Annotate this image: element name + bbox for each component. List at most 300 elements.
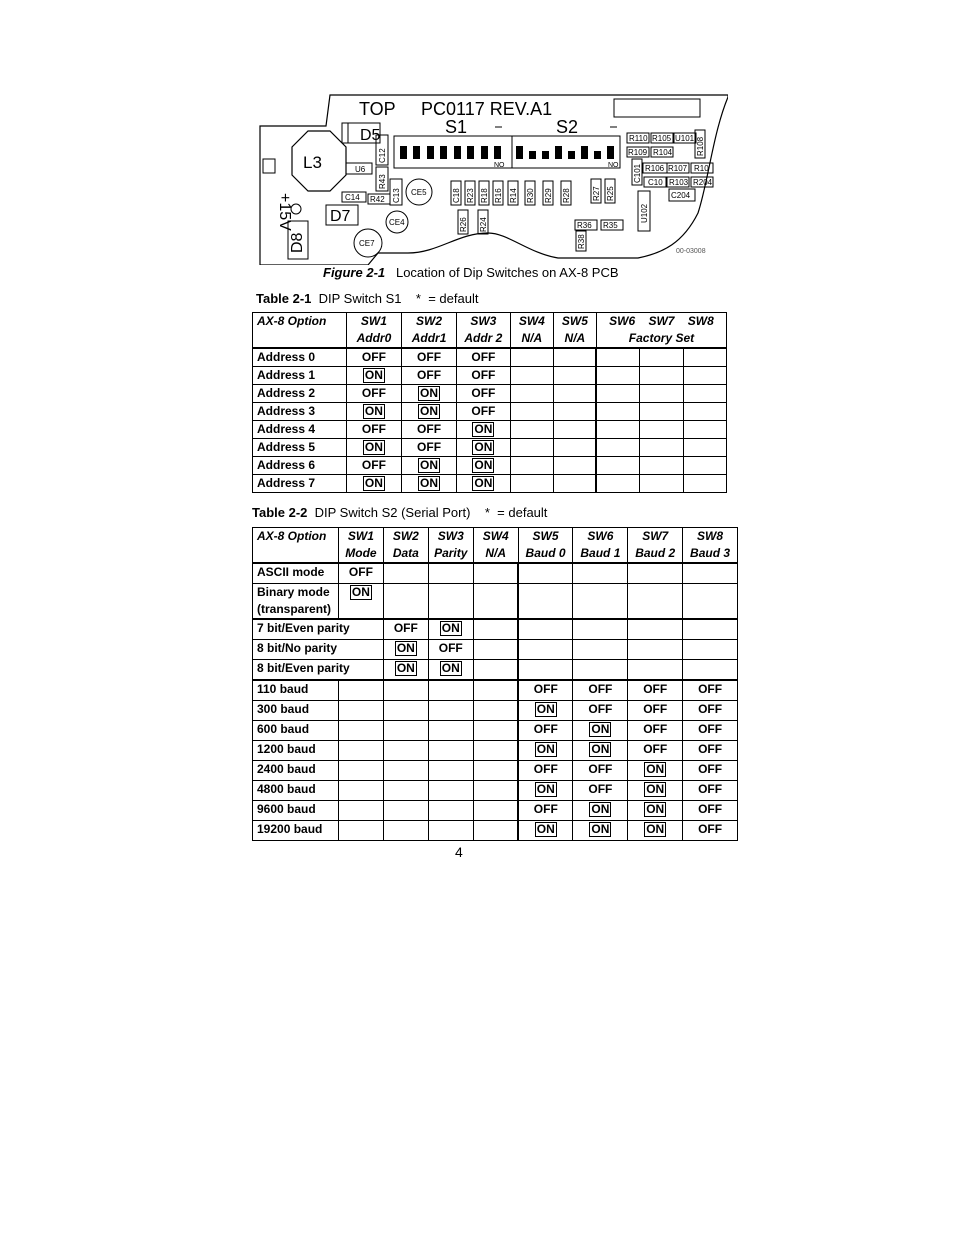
empty-cell bbox=[683, 421, 726, 439]
sw6-cell: OFF bbox=[573, 701, 628, 721]
sw2-cell bbox=[402, 457, 457, 475]
r42-label: R42 bbox=[370, 195, 385, 204]
board-label: PC0117 REV.A1 bbox=[421, 99, 553, 119]
sw6-cell: OFF bbox=[573, 680, 628, 701]
sw7-cell bbox=[628, 584, 683, 620]
sw2-cell bbox=[383, 680, 428, 701]
sw2-cell bbox=[383, 741, 428, 761]
r109-label: R109 bbox=[628, 148, 648, 157]
on-box: ON bbox=[474, 422, 493, 436]
pcb-figure bbox=[258, 93, 728, 265]
sw2-cell bbox=[402, 385, 457, 403]
empty-cell bbox=[640, 367, 683, 385]
empty-cell bbox=[683, 475, 726, 493]
on-box: ON bbox=[420, 476, 439, 490]
sw1-cell bbox=[346, 439, 402, 457]
table2-header-4: SW4 N/A bbox=[473, 528, 518, 564]
table-row bbox=[253, 385, 727, 403]
table-row bbox=[253, 761, 738, 781]
on-box: ON bbox=[536, 742, 555, 756]
sw4-cell bbox=[473, 801, 518, 821]
sw1-cell bbox=[346, 475, 402, 493]
sw3-cell bbox=[428, 781, 473, 801]
sw2-cell: OFF bbox=[402, 421, 457, 439]
sw3-cell bbox=[428, 660, 473, 681]
sw8-cell: OFF bbox=[683, 761, 738, 781]
sw3-cell bbox=[428, 821, 473, 841]
empty-cell bbox=[596, 367, 639, 385]
sw4-cell bbox=[473, 821, 518, 841]
sw6-cell: OFF bbox=[573, 781, 628, 801]
table1-header-sw4: SW4 N/A bbox=[510, 313, 553, 349]
sw2-cell: OFF bbox=[402, 367, 457, 385]
sw3-cell: OFF bbox=[456, 348, 510, 367]
on-box: ON bbox=[364, 440, 383, 454]
empty-cell bbox=[510, 348, 553, 367]
table2-caption-label: Table 2-2 bbox=[252, 505, 308, 520]
sw3-cell bbox=[456, 439, 510, 457]
sw8-cell: OFF bbox=[683, 781, 738, 801]
sw4-cell bbox=[473, 619, 518, 640]
row-label: 4800 baud bbox=[253, 781, 339, 801]
r105-label: R105 bbox=[652, 134, 672, 143]
table-row bbox=[253, 680, 738, 701]
on-box: ON bbox=[441, 661, 460, 675]
on-box: ON bbox=[420, 404, 439, 418]
table1-body bbox=[253, 348, 727, 493]
r10x-label: R10 bbox=[694, 164, 709, 173]
sw8-cell bbox=[683, 584, 738, 620]
page-number: 4 bbox=[455, 844, 463, 860]
r103-label: R103 bbox=[669, 178, 689, 187]
sw3-cell: OFF bbox=[428, 640, 473, 660]
sw5-cell bbox=[518, 619, 573, 640]
r110-label: R110 bbox=[629, 134, 648, 143]
row-label: 8 bit/Even parity bbox=[253, 660, 384, 681]
sw6-cell: OFF bbox=[573, 761, 628, 781]
sw4-cell bbox=[473, 584, 518, 620]
on-box: ON bbox=[396, 661, 415, 675]
row-label: 2400 baud bbox=[253, 761, 339, 781]
sw7-cell bbox=[628, 640, 683, 660]
sw5-cell: OFF bbox=[518, 761, 573, 781]
table2-header-5: SW5 Baud 0 bbox=[518, 528, 573, 564]
sw3-cell: OFF bbox=[456, 385, 510, 403]
table2-header-8: SW8 Baud 3 bbox=[683, 528, 738, 564]
dip-switch-s1-table bbox=[252, 312, 727, 493]
sw4-cell bbox=[473, 701, 518, 721]
figure-caption-text: Location of Dip Switches on AX-8 PCB bbox=[395, 265, 619, 280]
sw3-cell bbox=[456, 421, 510, 439]
sw3-cell bbox=[428, 680, 473, 701]
r27-label: R27 bbox=[592, 186, 601, 201]
sw2-cell: OFF bbox=[402, 348, 457, 367]
on-box: ON bbox=[591, 722, 610, 736]
d8-label: D8 bbox=[289, 232, 306, 253]
empty-cell bbox=[553, 367, 596, 385]
row-label: Address 7 bbox=[253, 475, 347, 493]
sw3-cell bbox=[428, 801, 473, 821]
sw8-cell bbox=[683, 640, 738, 660]
sw2-cell bbox=[383, 821, 428, 841]
on-box: ON bbox=[646, 762, 665, 776]
on-box: ON bbox=[474, 458, 493, 472]
on-box: ON bbox=[536, 702, 555, 716]
on-box: ON bbox=[536, 822, 555, 836]
sw3-cell bbox=[428, 619, 473, 640]
sw5-cell bbox=[518, 640, 573, 660]
s1-no-label: NO bbox=[494, 162, 505, 169]
table-row bbox=[253, 439, 727, 457]
empty-cell bbox=[510, 367, 553, 385]
sw2-cell: OFF bbox=[402, 439, 457, 457]
r24-label: R24 bbox=[479, 217, 488, 232]
sw1-cell bbox=[338, 721, 383, 741]
sw2-cell bbox=[383, 701, 428, 721]
empty-cell bbox=[510, 385, 553, 403]
table2-caption-text: DIP Switch S2 (Serial Port) * = default bbox=[314, 505, 548, 520]
sw4-cell bbox=[473, 563, 518, 584]
c204-label: C204 bbox=[671, 191, 691, 200]
on-box: ON bbox=[474, 476, 493, 490]
r14-label: R14 bbox=[509, 188, 518, 203]
table-row bbox=[253, 721, 738, 741]
sw5-cell: OFF bbox=[518, 801, 573, 821]
table2-header-7: SW7 Baud 2 bbox=[628, 528, 683, 564]
sw5-cell bbox=[518, 701, 573, 721]
on-box: ON bbox=[591, 742, 610, 756]
r108-label: R108 bbox=[696, 136, 705, 156]
sw5-cell bbox=[518, 660, 573, 681]
row-label: Address 0 bbox=[253, 348, 347, 367]
empty-cell bbox=[683, 385, 726, 403]
sw3-cell bbox=[428, 761, 473, 781]
sw1-cell bbox=[338, 584, 383, 620]
sw6-cell bbox=[573, 619, 628, 640]
on-box: ON bbox=[396, 641, 415, 655]
row-label: 1200 baud bbox=[253, 741, 339, 761]
empty-cell bbox=[553, 421, 596, 439]
on-box: ON bbox=[591, 802, 610, 816]
on-box: ON bbox=[364, 404, 383, 418]
sw6-cell bbox=[573, 563, 628, 584]
u6-label: U6 bbox=[355, 165, 366, 174]
empty-cell bbox=[510, 421, 553, 439]
sw7-cell bbox=[628, 761, 683, 781]
table2-header-2: SW2 Data bbox=[383, 528, 428, 564]
empty-cell bbox=[596, 475, 639, 493]
sw3-cell bbox=[456, 457, 510, 475]
empty-cell bbox=[640, 439, 683, 457]
empty-cell bbox=[553, 457, 596, 475]
table-row bbox=[253, 563, 738, 584]
table1-caption-label: Table 2-1 bbox=[256, 291, 312, 306]
table-row bbox=[253, 348, 727, 367]
sw2-cell bbox=[402, 475, 457, 493]
sw1-cell bbox=[338, 680, 383, 701]
sw7-cell bbox=[628, 821, 683, 841]
table1-caption bbox=[256, 291, 478, 306]
table2-body bbox=[253, 563, 738, 841]
sw5-cell bbox=[518, 563, 573, 584]
on-box: ON bbox=[364, 368, 383, 382]
r104-label: R104 bbox=[653, 148, 673, 157]
sw2-cell bbox=[383, 781, 428, 801]
empty-cell bbox=[683, 457, 726, 475]
v15-label: +15V bbox=[276, 193, 293, 231]
empty-cell bbox=[596, 348, 639, 367]
r107-label: R107 bbox=[668, 164, 688, 173]
row-label: 7 bit/Even parity bbox=[253, 619, 384, 640]
table-row bbox=[253, 421, 727, 439]
c101-label: C101 bbox=[633, 163, 642, 183]
empty-cell bbox=[596, 403, 639, 421]
on-box: ON bbox=[591, 822, 610, 836]
sw4-cell bbox=[473, 721, 518, 741]
sw7-cell: OFF bbox=[628, 721, 683, 741]
r106-label: R106 bbox=[645, 164, 665, 173]
table1-header-sw678: SW6 SW7 SW8 Factory Set bbox=[596, 313, 726, 349]
empty-cell bbox=[640, 421, 683, 439]
table2-caption bbox=[252, 505, 547, 520]
row-label: Binary mode (transparent) bbox=[253, 584, 339, 620]
empty-cell bbox=[640, 475, 683, 493]
table-row bbox=[253, 701, 738, 721]
row-label: ASCII mode bbox=[253, 563, 339, 584]
empty-cell bbox=[596, 421, 639, 439]
sw1-cell: OFF bbox=[346, 421, 402, 439]
r18-label: R18 bbox=[480, 188, 489, 203]
empty-cell bbox=[510, 457, 553, 475]
table2-header-6: SW6 Baud 1 bbox=[573, 528, 628, 564]
sw6-cell bbox=[573, 721, 628, 741]
ce5-label: CE5 bbox=[411, 188, 427, 197]
row-label: Address 5 bbox=[253, 439, 347, 457]
table-row bbox=[253, 660, 738, 681]
table1-header-sw1: SW1 Addr0 bbox=[346, 313, 402, 349]
empty-cell bbox=[596, 457, 639, 475]
sw3-cell: OFF bbox=[456, 367, 510, 385]
table1-caption-text: DIP Switch S1 * = default bbox=[318, 291, 479, 306]
sw2-cell bbox=[402, 403, 457, 421]
sw8-cell: OFF bbox=[683, 741, 738, 761]
sw4-cell bbox=[473, 660, 518, 681]
sw6-cell bbox=[573, 821, 628, 841]
sw7-cell: OFF bbox=[628, 741, 683, 761]
empty-cell bbox=[640, 457, 683, 475]
table-row bbox=[253, 821, 738, 841]
row-label: Address 6 bbox=[253, 457, 347, 475]
table2-header-0: AX-8 Option bbox=[253, 528, 339, 564]
r204-label: R204 bbox=[693, 178, 713, 187]
on-box: ON bbox=[646, 802, 665, 816]
table1-header-option: AX-8 Option bbox=[253, 313, 347, 349]
row-label: 110 baud bbox=[253, 680, 339, 701]
table2-header-1: SW1 Mode bbox=[338, 528, 383, 564]
empty-cell bbox=[640, 403, 683, 421]
on-box: ON bbox=[351, 585, 370, 599]
sw1-cell bbox=[338, 801, 383, 821]
s2-no-label: NO bbox=[608, 162, 619, 169]
sw8-cell bbox=[683, 619, 738, 640]
empty-cell bbox=[553, 348, 596, 367]
sw5-cell bbox=[518, 584, 573, 620]
drawing-id: 00-03008 bbox=[676, 248, 706, 255]
sw2-cell bbox=[383, 660, 428, 681]
empty-cell bbox=[510, 475, 553, 493]
empty-cell bbox=[640, 385, 683, 403]
sw3-cell bbox=[428, 721, 473, 741]
sw1-cell: OFF bbox=[346, 385, 402, 403]
on-box: ON bbox=[646, 782, 665, 796]
sw6-cell bbox=[573, 660, 628, 681]
row-label: 19200 baud bbox=[253, 821, 339, 841]
dip-switch-s2-table bbox=[252, 527, 738, 841]
u101-label: U101 bbox=[675, 134, 695, 143]
r16-label: R16 bbox=[494, 188, 503, 203]
sw1-cell: OFF bbox=[346, 457, 402, 475]
top-label: TOP bbox=[359, 99, 396, 119]
sw7-cell bbox=[628, 563, 683, 584]
empty-cell bbox=[683, 348, 726, 367]
on-box: ON bbox=[536, 782, 555, 796]
sw6-cell bbox=[573, 640, 628, 660]
empty-cell bbox=[553, 475, 596, 493]
sw1-cell: OFF bbox=[338, 563, 383, 584]
r28-label: R28 bbox=[562, 188, 571, 203]
sw6-cell bbox=[573, 584, 628, 620]
r38-label: R38 bbox=[577, 234, 586, 249]
sw1-cell bbox=[338, 741, 383, 761]
d7-label: D7 bbox=[330, 208, 351, 225]
sw3-cell bbox=[428, 584, 473, 620]
sw8-cell: OFF bbox=[683, 680, 738, 701]
sw4-cell bbox=[473, 761, 518, 781]
sw5-cell: OFF bbox=[518, 721, 573, 741]
sw1-cell bbox=[338, 821, 383, 841]
s1-label: S1 bbox=[445, 117, 468, 137]
table1-header-sw5: SW5 N/A bbox=[553, 313, 596, 349]
sw4-cell bbox=[473, 781, 518, 801]
empty-cell bbox=[683, 439, 726, 457]
u102-label: U102 bbox=[640, 203, 649, 223]
table-row bbox=[253, 367, 727, 385]
sw2-cell bbox=[383, 563, 428, 584]
table-row bbox=[253, 741, 738, 761]
table-row bbox=[253, 619, 738, 640]
on-box: ON bbox=[420, 458, 439, 472]
row-label: 9600 baud bbox=[253, 801, 339, 821]
on-box: ON bbox=[441, 621, 460, 635]
sw8-cell: OFF bbox=[683, 721, 738, 741]
sw1-cell bbox=[346, 367, 402, 385]
sw1-cell bbox=[346, 403, 402, 421]
d5-label: D5 bbox=[360, 127, 381, 144]
sw3-cell bbox=[428, 741, 473, 761]
empty-cell bbox=[510, 403, 553, 421]
sw8-cell: OFF bbox=[683, 701, 738, 721]
empty-cell bbox=[553, 403, 596, 421]
r36-label: R36 bbox=[577, 221, 592, 230]
table2-header-row bbox=[253, 528, 738, 564]
sw7-cell bbox=[628, 801, 683, 821]
row-label: 600 baud bbox=[253, 721, 339, 741]
r25-label: R25 bbox=[606, 186, 615, 201]
empty-cell bbox=[510, 439, 553, 457]
sw8-cell: OFF bbox=[683, 801, 738, 821]
table-row bbox=[253, 403, 727, 421]
sw2-cell bbox=[383, 640, 428, 660]
table-row bbox=[253, 781, 738, 801]
table-row bbox=[253, 640, 738, 660]
sw7-cell: OFF bbox=[628, 701, 683, 721]
row-label: 300 baud bbox=[253, 701, 339, 721]
sw2-cell bbox=[383, 584, 428, 620]
empty-cell bbox=[640, 348, 683, 367]
row-label: Address 4 bbox=[253, 421, 347, 439]
on-box: ON bbox=[420, 386, 439, 400]
sw7-cell: OFF bbox=[628, 680, 683, 701]
row-label: 8 bit/No parity bbox=[253, 640, 384, 660]
sw5-cell bbox=[518, 821, 573, 841]
figure-caption bbox=[323, 265, 619, 280]
table1-header-sw2: SW2 Addr1 bbox=[402, 313, 457, 349]
empty-cell bbox=[596, 385, 639, 403]
empty-cell bbox=[683, 403, 726, 421]
r30-label: R30 bbox=[526, 188, 535, 203]
ce7-label: CE7 bbox=[359, 239, 375, 248]
sw3-cell bbox=[428, 701, 473, 721]
c10-label: C10 bbox=[648, 178, 663, 187]
sw4-cell bbox=[473, 680, 518, 701]
table-row bbox=[253, 475, 727, 493]
l3-label: L3 bbox=[303, 153, 322, 172]
r23-label: R23 bbox=[466, 188, 475, 203]
on-box: ON bbox=[364, 476, 383, 490]
empty-cell bbox=[596, 439, 639, 457]
sw5-cell bbox=[518, 741, 573, 761]
sw3-cell: OFF bbox=[456, 403, 510, 421]
sw8-cell bbox=[683, 563, 738, 584]
sw8-cell: OFF bbox=[683, 821, 738, 841]
table-row bbox=[253, 457, 727, 475]
r29-label: R29 bbox=[544, 188, 553, 203]
sw7-cell bbox=[628, 619, 683, 640]
figure-caption-label: Figure 2-1 bbox=[323, 265, 386, 280]
sw2-cell: OFF bbox=[383, 619, 428, 640]
row-label: Address 2 bbox=[253, 385, 347, 403]
c12-label: C12 bbox=[378, 148, 387, 163]
on-box: ON bbox=[646, 822, 665, 836]
row-label: Address 1 bbox=[253, 367, 347, 385]
table1-header-sw3: SW3 Addr 2 bbox=[456, 313, 510, 349]
sw5-cell bbox=[518, 781, 573, 801]
table1-header-row bbox=[253, 313, 727, 349]
table2-header-3: SW3 Parity bbox=[428, 528, 473, 564]
sw1-cell bbox=[338, 701, 383, 721]
sw8-cell bbox=[683, 660, 738, 681]
sw6-cell bbox=[573, 801, 628, 821]
r35-label: R35 bbox=[603, 221, 618, 230]
sw1-cell: OFF bbox=[346, 348, 402, 367]
sw7-cell bbox=[628, 660, 683, 681]
c13-label: C13 bbox=[392, 188, 401, 203]
r26-label: R26 bbox=[459, 217, 468, 232]
empty-cell bbox=[683, 367, 726, 385]
ce4-label: CE4 bbox=[389, 218, 405, 227]
sw7-cell bbox=[628, 781, 683, 801]
sw3-cell bbox=[456, 475, 510, 493]
